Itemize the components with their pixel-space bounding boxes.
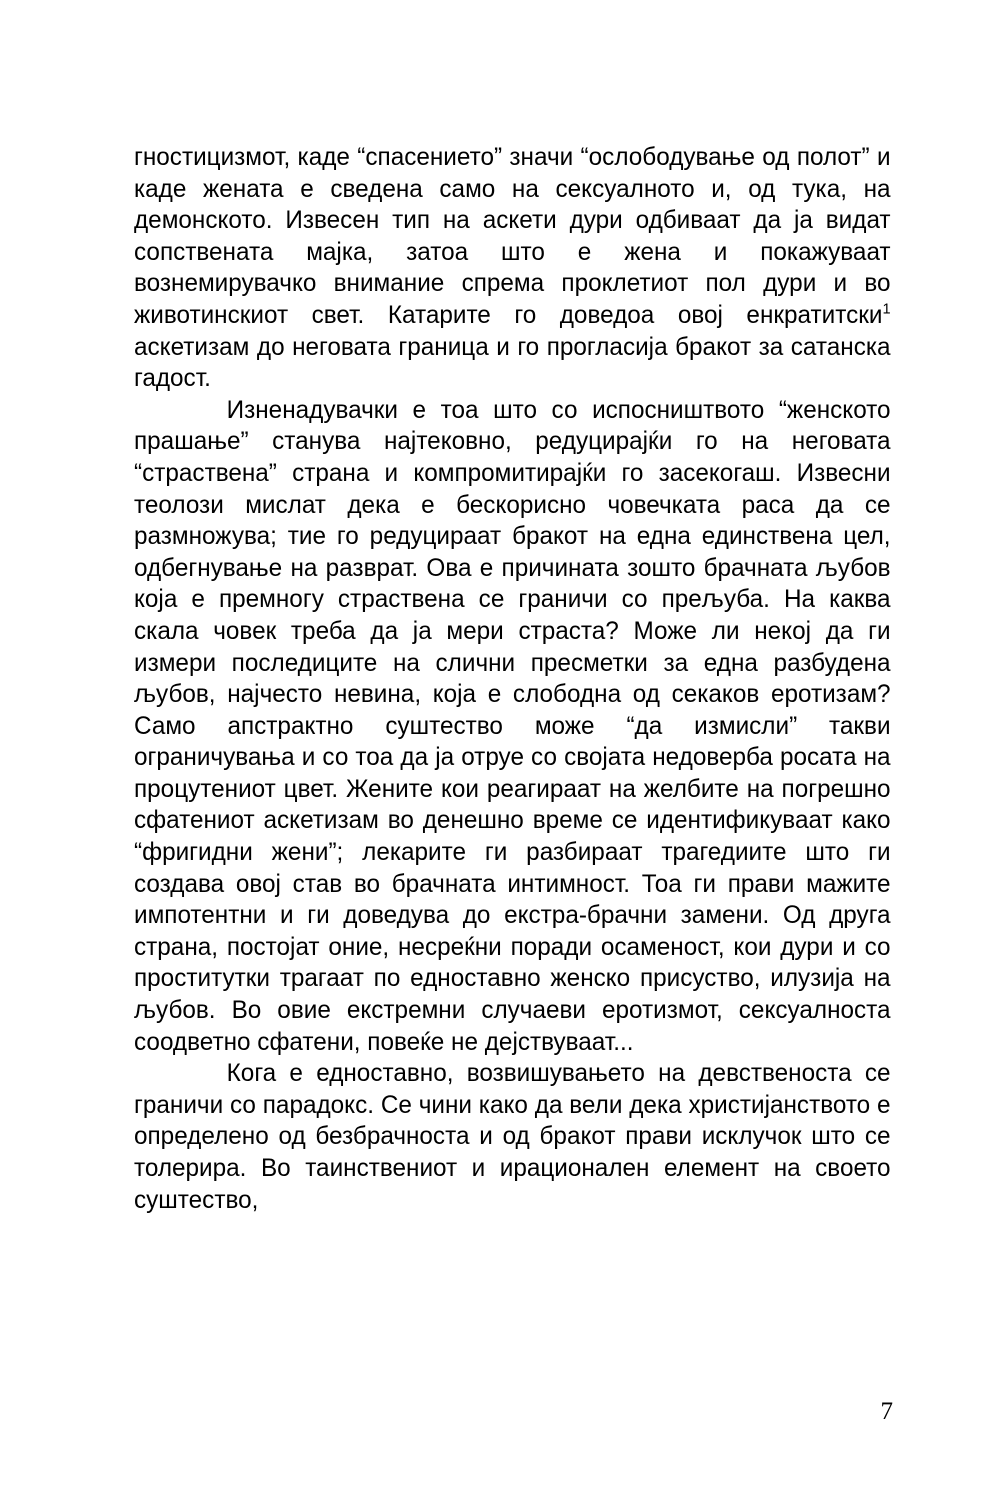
paragraph-1: [134, 142, 891, 395]
paragraph-1-text-after-footnote: аскетизам до неговата граница и го прогласија бракот за сатанска гадост.: [134, 332, 891, 393]
paragraph-3: Кога е едноставно, возвишувањето на девственоста се граничи со парадокс. Се чини како да вели дека христијанството е определено од безбрачноста и од бракот прави исклучок што се толерира. Во таинствениот и ирационален елемент на своето суштество,: [134, 1059, 891, 1214]
footnote-reference-marker[interactable]: 1: [882, 300, 891, 318]
paragraph-1-text-before-footnote: гностицизмот, каде “спасението” значи “ослободување од полот” и каде жената е сведена само на сексуалното и, од тука, на демонското. Извесен тип на аскети дури одбиваат да ја видат сопствената мајка, затоа што е жена и покажуваат вознемирувачко внимание спрема проклетиот пол дури и во животинскиот свет. Катарите го доведоа овој енкратитски: [134, 143, 891, 329]
body-text-column: [134, 142, 891, 1216]
page-number: 7: [880, 1398, 893, 1425]
paragraph-2: Изненадувачки е тоа што со испосништвото “женското прашање” станува најтековно, редуцирајќи го на неговата “страствена” страна и компромитирајќи го засекогаш. Извесни теолози мислат дека е бескорисно човечката раса да се размножува; тие го редуцираат бракот на една единствена цел, одбегнување на разврат. Ова е причината зошто брачната љубов која е премногу страствена се граничи со прељуба. На каква скала човек треба да ја мери страста? Може ли некој да ги измери последиците на слични пресметки за една разбудена љубов, најчесто невина, која е слободна од секаков еротизам? Само апстрактно суштество може “да измисли” такви ограничувања и со тоа да ја отруе со својата недоверба росата на процутениот цвет. Жените кои реагираат на желбите на погрешно сфатениот аскетизам во денешно време се идентификуваат како “фригидни жени”; лекарите ги разбираат трагедиите што ги создава овој став во брачната интимност. Тоа ги прави мажите импотентни и ги доведува до екстра-брачни замени. Од друга страна, постојат оние, несреќни поради осаменост, кои дури и со проститутки трагаат по едноставно женско присуство, илузија на љубов. Во овие екстремни случаеви еротизмот, сексуалноста соодветно сфатени, повеќе не дејствуваат...: [134, 395, 891, 1056]
